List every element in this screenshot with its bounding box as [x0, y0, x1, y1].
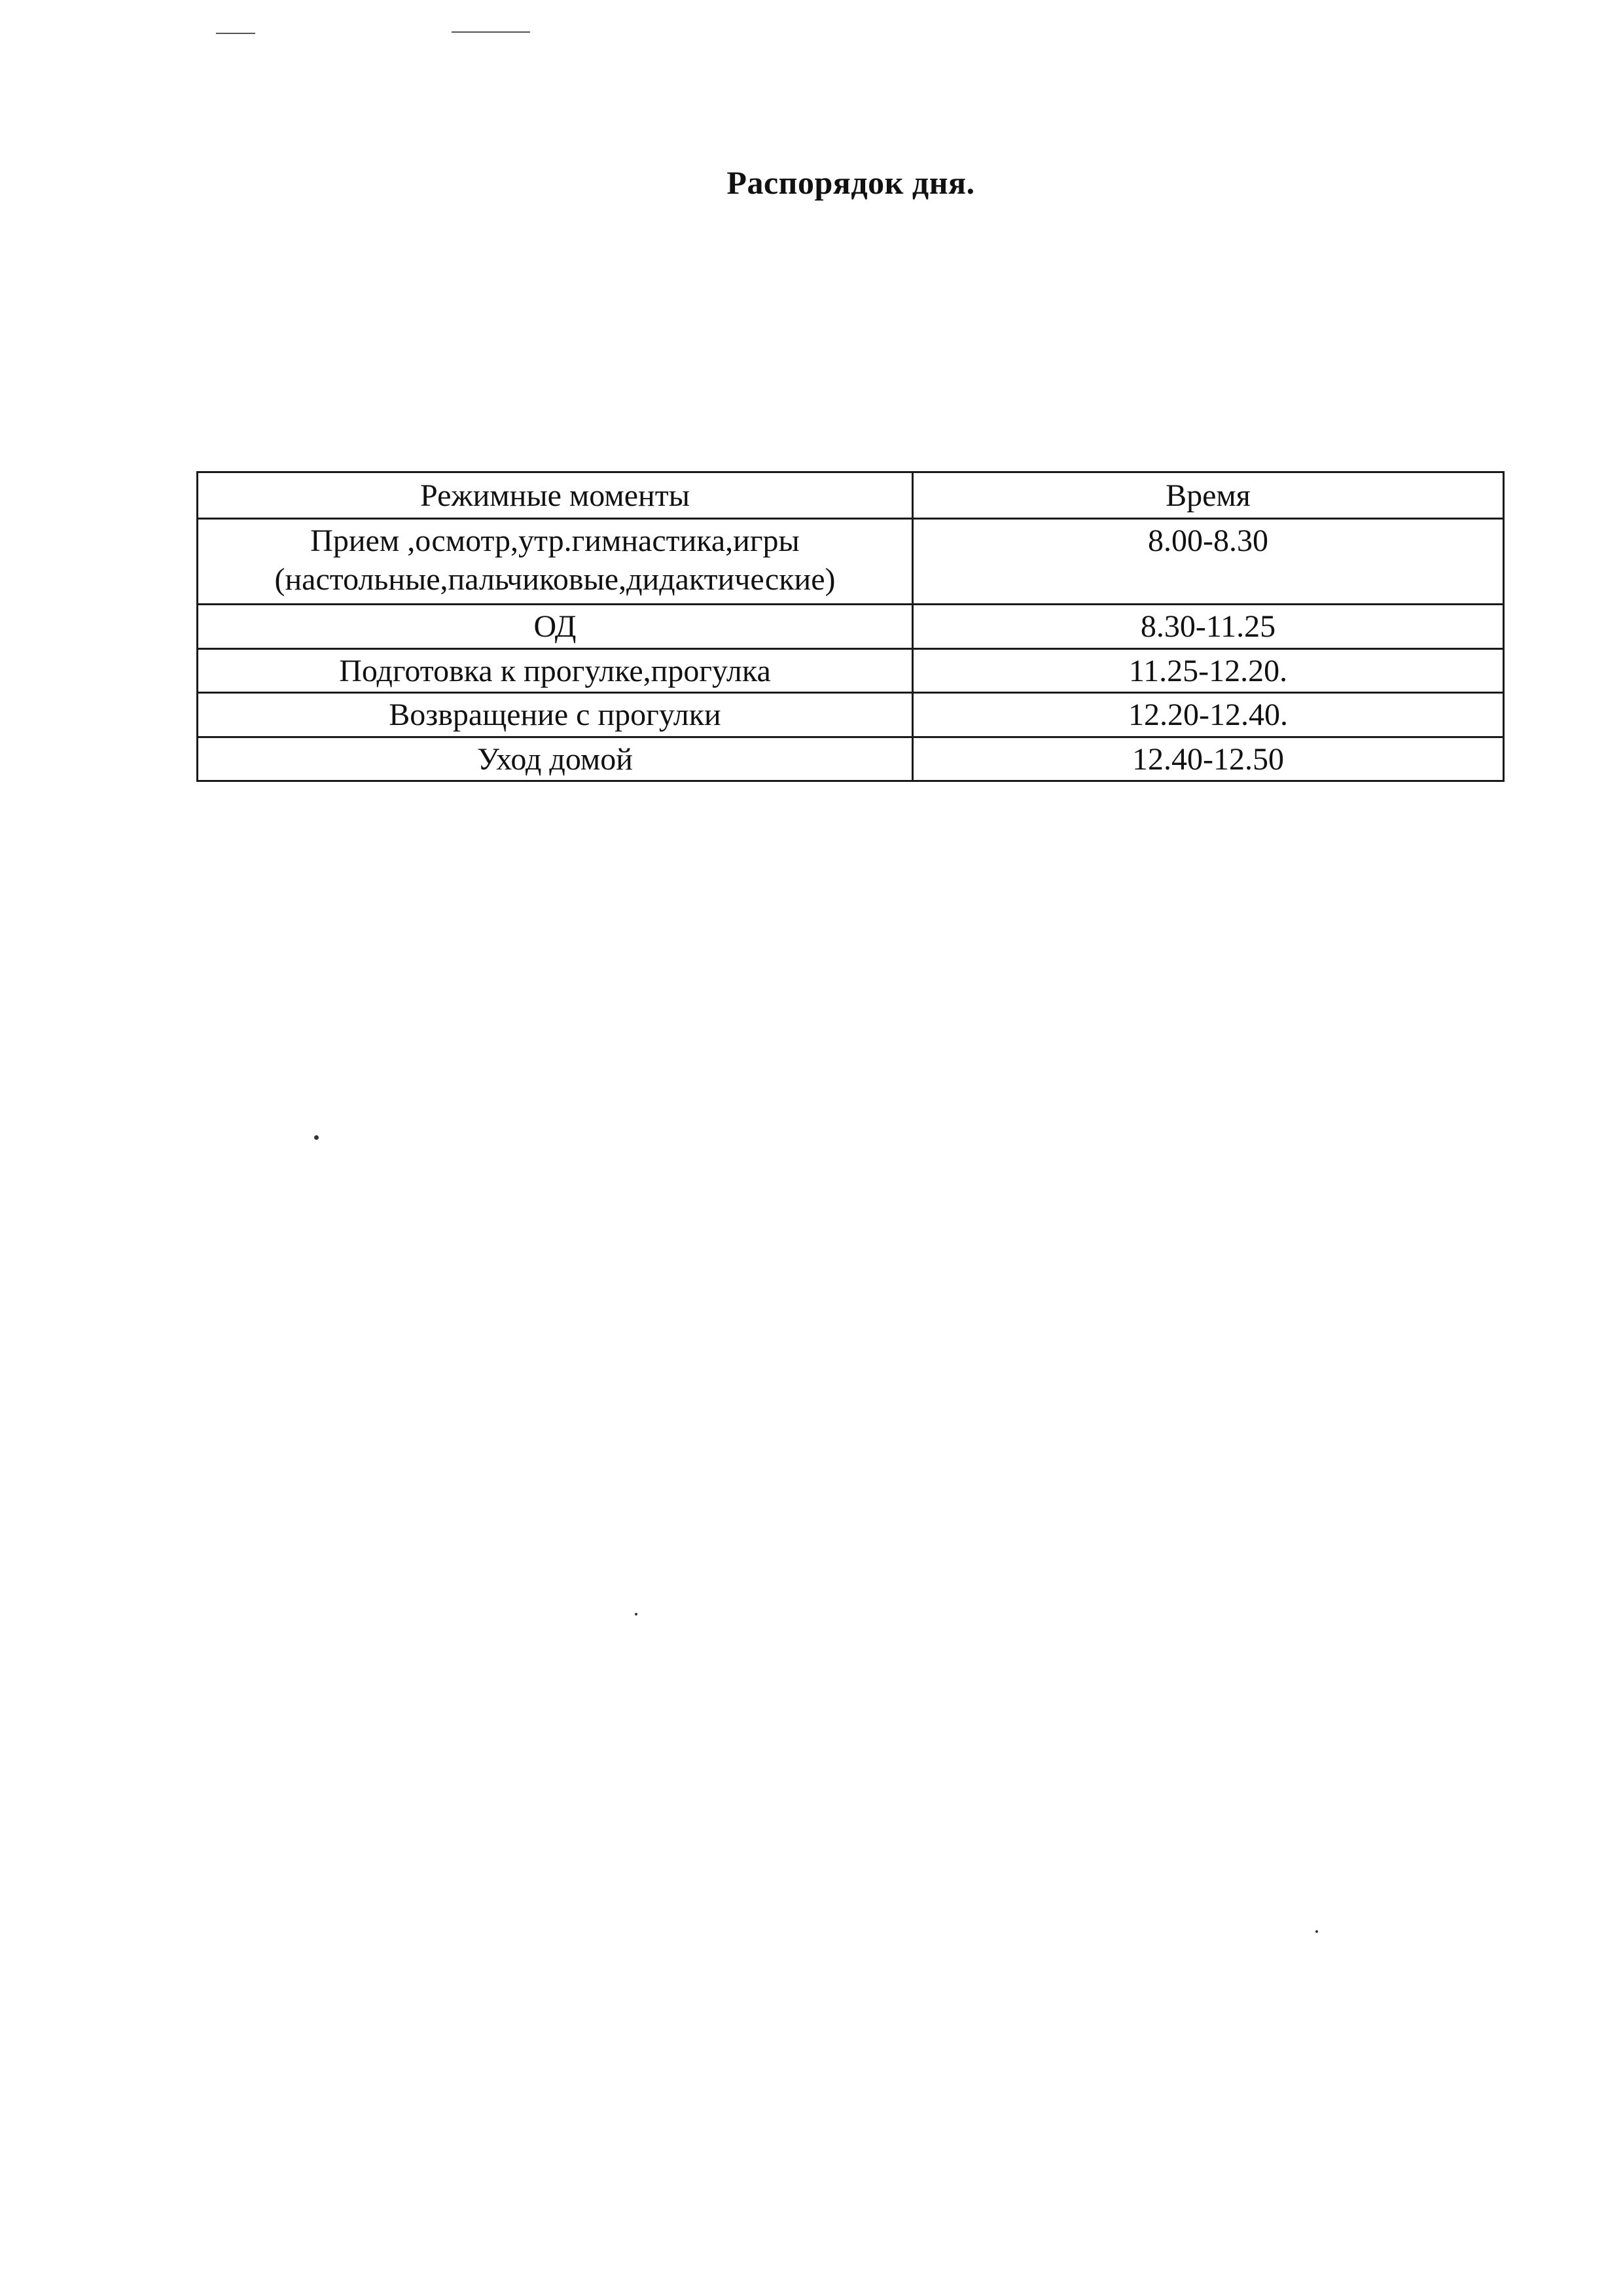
time-cell: 11.25-12.20.	[913, 648, 1504, 693]
time-cell: 12.40-12.50	[913, 737, 1504, 781]
column-header-activity: Режимные моменты	[198, 472, 913, 519]
column-header-time: Время	[913, 472, 1504, 519]
table-row	[198, 693, 1504, 737]
scan-artifact	[216, 33, 255, 34]
table-row	[198, 648, 1504, 693]
scan-speck	[314, 1135, 319, 1140]
time-cell: 8.30-11.25	[913, 605, 1504, 649]
schedule-table	[196, 471, 1505, 782]
table-row	[198, 737, 1504, 781]
activity-cell: Подготовка к прогулке,прогулка	[198, 648, 913, 693]
scan-speck	[635, 1613, 637, 1616]
table-row	[198, 605, 1504, 649]
activity-cell: Уход домой	[198, 737, 913, 781]
document-title: Распорядок дня.	[726, 164, 975, 201]
time-cell: 8.00-8.30	[913, 519, 1504, 605]
activity-cell: Возвращение с прогулки	[198, 693, 913, 737]
scan-speck	[1315, 1930, 1318, 1933]
table-row	[198, 519, 1504, 605]
activity-cell: ОД	[198, 605, 913, 649]
scan-artifact	[452, 31, 530, 33]
time-cell: 12.20-12.40.	[913, 693, 1504, 737]
table-header-row	[198, 472, 1504, 519]
activity-cell: Прием ,осмотр,утр.гимнастика,игры (настольные,пальчиковые,дидактические)	[198, 519, 913, 605]
